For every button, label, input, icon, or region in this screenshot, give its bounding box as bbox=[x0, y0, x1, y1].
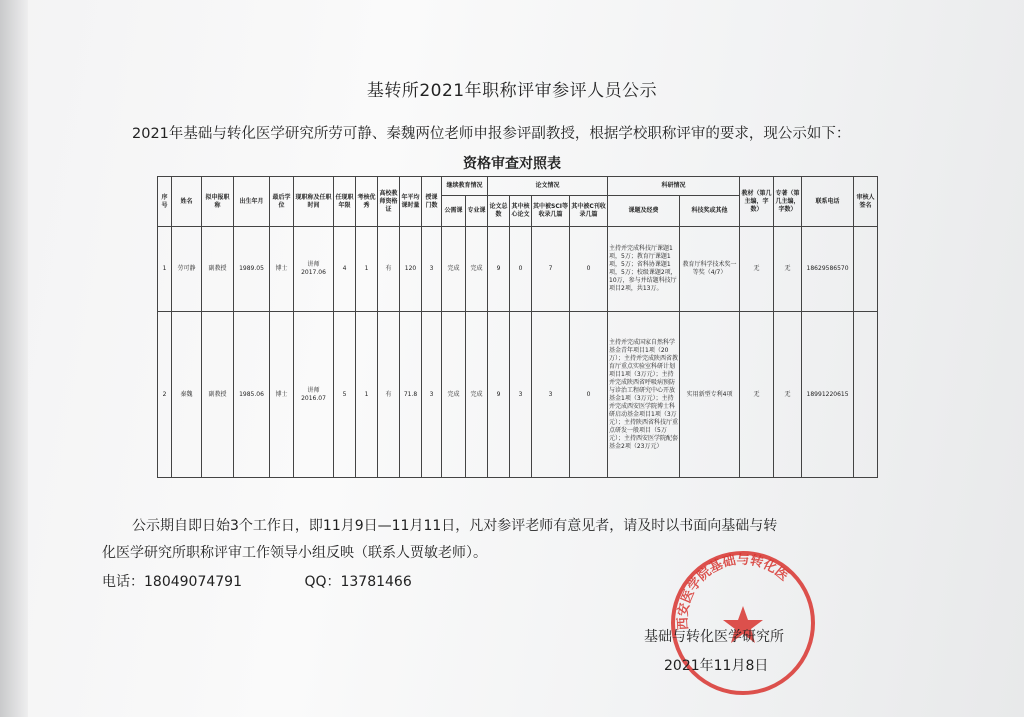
cell-seq: 2 bbox=[158, 312, 172, 478]
contact-line bbox=[102, 571, 962, 591]
contact-qq: QQ：13781466 bbox=[304, 574, 412, 590]
cell-edu-public: 完成 bbox=[442, 312, 466, 478]
cell-name: 秦魏 bbox=[172, 312, 202, 478]
col-assess: 考核优秀 bbox=[356, 177, 378, 227]
col-paper-c: 其中被C刊收录几篇 bbox=[570, 196, 608, 227]
col-phone: 联系电话 bbox=[802, 177, 854, 227]
table-row bbox=[158, 227, 878, 312]
cell-hours: 120 bbox=[400, 227, 422, 312]
cell-birth: 1985.06 bbox=[234, 312, 270, 478]
col-years: 任现职年限 bbox=[334, 177, 356, 227]
col-edu-group: 继续教育情况 bbox=[442, 177, 488, 196]
cell-current-title: 讲师 2017.06 bbox=[294, 227, 334, 312]
cell-teach-cert: 有 bbox=[378, 312, 400, 478]
qualification-table bbox=[157, 176, 878, 478]
table-row bbox=[158, 312, 878, 478]
cell-signature bbox=[854, 227, 878, 312]
table-header-row-1 bbox=[158, 177, 878, 196]
cell-projects: 主持并完成国家自然科学基金青年项目1项（20万）；主持并完成陕西省教育厅重点实验室科研计划项目1项（3万元）；主持并完成陕西省呼吸病预防与诊治工程研究中心开放基金1项（3万元）；主持并完成西安医学院博士科研启动基金项目1项（3万元）；主持陕西省科技厅重点研发一般项目（5万元）；主持西安医学院配套基金2项（23万元） bbox=[608, 312, 680, 478]
notice-line-1: 公示期自即日始3个工作日，即11月9日—11月11日，凡对参评老师有意见者，请及时以书面向基础与转 bbox=[132, 518, 778, 534]
cell-degree: 博士 bbox=[270, 312, 294, 478]
cell-paper-c: 0 bbox=[570, 312, 608, 478]
cell-edu-public: 完成 bbox=[442, 227, 466, 312]
cell-signature bbox=[854, 312, 878, 478]
col-apply-title: 拟申报职称 bbox=[202, 177, 234, 227]
col-research-group: 科研情况 bbox=[608, 177, 740, 196]
cell-awards: 教育厅科学技术奖一等奖（4/7） bbox=[680, 227, 740, 312]
cell-hours: 71.8 bbox=[400, 312, 422, 478]
col-signature: 审核人签名 bbox=[854, 177, 878, 227]
cell-paper-sci: 3 bbox=[532, 312, 570, 478]
col-projects: 课题及经费 bbox=[608, 196, 680, 227]
cell-monograph: 无 bbox=[774, 312, 802, 478]
col-awards: 科技奖或其他 bbox=[680, 196, 740, 227]
cell-paper-core: 0 bbox=[510, 227, 532, 312]
col-paper-core: 其中核心论文 bbox=[510, 196, 532, 227]
cell-paper-total: 9 bbox=[488, 227, 510, 312]
col-seq: 序号 bbox=[158, 177, 172, 227]
cell-textbook: 无 bbox=[740, 227, 774, 312]
col-textbook: 教材（第几主编，字数） bbox=[740, 177, 774, 227]
col-hours: 年平均课时量 bbox=[400, 177, 422, 227]
official-seal-stamp bbox=[668, 548, 818, 698]
cell-years: 4 bbox=[334, 227, 356, 312]
cell-phone: 18629586570 bbox=[802, 227, 854, 312]
cell-monograph: 无 bbox=[774, 227, 802, 312]
signoff-date: 2021年11月8日 bbox=[664, 658, 769, 674]
col-birth: 出生年月 bbox=[234, 177, 270, 227]
col-paper-sci: 其中被SCI等收录几篇 bbox=[532, 196, 570, 227]
cell-projects: 主持并完成科技厅课题1项，5万；教育厅课题1项，5万；省科协课题1项，5万；校级课题2项，10万，参与并结题科技厅项目2项，共13万。 bbox=[608, 227, 680, 312]
cell-teach-cert: 有 bbox=[378, 227, 400, 312]
cell-paper-total: 9 bbox=[488, 312, 510, 478]
cell-seq: 1 bbox=[158, 227, 172, 312]
cell-courses: 3 bbox=[422, 227, 442, 312]
svg-text:西安医学院基础与转化医: 西安医学院基础与转化医 bbox=[675, 552, 792, 631]
page-title: 基转所2021年职称评审参评人员公示 bbox=[366, 81, 658, 101]
col-courses: 授课门数 bbox=[422, 177, 442, 227]
cell-apply-title: 副教授 bbox=[202, 312, 234, 478]
cell-paper-sci: 7 bbox=[532, 227, 570, 312]
intro-paragraph: 2021年基础与转化医学研究所劳可静、秦魏两位老师申报参评副教授，根据学校职称评审的要求，现公示如下： bbox=[132, 126, 851, 142]
cell-birth: 1989.05 bbox=[234, 227, 270, 312]
col-paper-total: 论文总数 bbox=[488, 196, 510, 227]
qualification-table-section bbox=[157, 152, 875, 478]
cell-years: 5 bbox=[334, 312, 356, 478]
col-teach-cert: 高校教师资格证 bbox=[378, 177, 400, 227]
col-degree: 最后学位 bbox=[270, 177, 294, 227]
contact-phone: 电话：18049074791 bbox=[102, 574, 242, 590]
cell-name: 劳可静 bbox=[172, 227, 202, 312]
col-paper-group: 论文情况 bbox=[488, 177, 608, 196]
cell-assess: 1 bbox=[356, 227, 378, 312]
col-edu-public: 公需课 bbox=[442, 196, 466, 227]
page-edge-shadow bbox=[0, 0, 28, 717]
cell-edu-major: 完成 bbox=[466, 227, 488, 312]
col-name: 姓名 bbox=[172, 177, 202, 227]
cell-degree: 博士 bbox=[270, 227, 294, 312]
table-caption: 资格审查对照表 bbox=[463, 156, 561, 172]
cell-edu-major: 完成 bbox=[466, 312, 488, 478]
signoff-organization: 基础与转化医学研究所 bbox=[644, 629, 784, 645]
cell-paper-core: 3 bbox=[510, 312, 532, 478]
cell-apply-title: 副教授 bbox=[202, 227, 234, 312]
cell-paper-c: 0 bbox=[570, 227, 608, 312]
col-edu-major: 专业课 bbox=[466, 196, 488, 227]
cell-textbook: 无 bbox=[740, 312, 774, 478]
notice-line-2: 化医学研究所职称评审工作领导小组反映（联系人贾敏老师）。 bbox=[102, 545, 487, 561]
cell-assess: 1 bbox=[356, 312, 378, 478]
cell-awards: 实用新型专利4项 bbox=[680, 312, 740, 478]
cell-current-title: 讲师 2016.07 bbox=[294, 312, 334, 478]
col-monograph: 专著（第几主编，字数） bbox=[774, 177, 802, 227]
cell-courses: 3 bbox=[422, 312, 442, 478]
col-current-title: 现职称及任职时间 bbox=[294, 177, 334, 227]
cell-phone: 18991220615 bbox=[802, 312, 854, 478]
